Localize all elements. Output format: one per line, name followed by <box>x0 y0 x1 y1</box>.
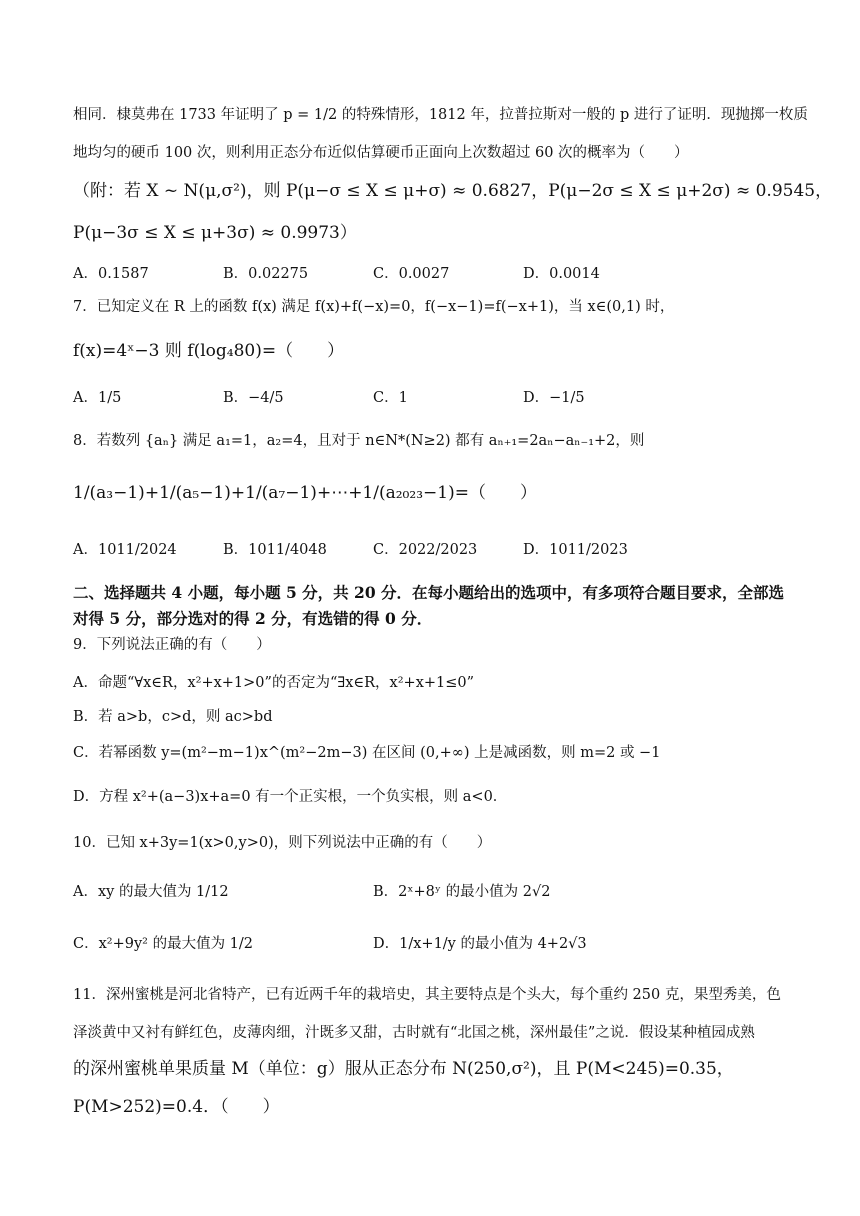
q7-line-2: f(x)=4ˣ−3 则 f(log₄80)=（ ） <box>73 341 345 361</box>
q6-choice-b: B．0.02275 <box>223 266 309 282</box>
q10-option-d: D．1/x+1/y 的最小值为 4+2√3 <box>373 936 587 952</box>
q8-line-2: 1/(a₃−1)+1/(a₅−1)+1/(a₇−1)+⋯+1/(a₂₀₂₃−1)=（ ） <box>73 483 537 503</box>
q7-choice-c: C．1 <box>373 390 408 406</box>
q10-stem: 10．已知 x+3y=1(x>0,y>0)，则下列说法中正确的有（ ） <box>73 835 492 851</box>
q7-choice-a: A．1/5 <box>73 390 122 406</box>
q11-line-1: 11．深州蜜桃是河北省特产，已有近两千年的栽培史，其主要特点是个头大，每个重约 250 克，果型秀美，色 <box>73 987 781 1003</box>
q8-line-1: 8．若数列 {aₙ} 满足 a₁=1，a₂=4，且对于 n∈N*(N≥2) 都有 aₙ₊₁=2aₙ−aₙ₋₁+2，则 <box>73 433 645 449</box>
q7-choices <box>73 386 793 407</box>
q10-option-b: B．2ˣ+8ʸ 的最小值为 2√2 <box>373 884 551 900</box>
q6-choice-c: C．0.0027 <box>373 266 450 282</box>
q6-note-line-1: （附：若 X ~ N(μ,σ²)，则 P(μ−σ ≤ X ≤ μ+σ) ≈ 0.6827，P(μ−2σ ≤ X ≤ μ+2σ) ≈ 0.9545， <box>73 181 833 201</box>
q8-choice-d: D．1011/2023 <box>523 542 628 558</box>
q10-choices-row-1 <box>73 880 793 901</box>
q7-choice-d: D．−1/5 <box>523 390 585 406</box>
q8-choices <box>73 538 793 559</box>
q11-line-3: 的深州蜜桃单果质量 M（单位：g）服从正态分布 N(250,σ²)，且 P(M<245)=0.35， <box>73 1059 734 1079</box>
q6-choice-a: A．0.1587 <box>73 266 149 282</box>
q9-option-a: A．命题“∀x∈R，x²+x+1>0”的否定为“∃x∈R，x²+x+1≤0” <box>73 675 475 691</box>
q6-choices <box>73 262 793 283</box>
q9-option-d: D．方程 x²+(a−3)x+a=0 有一个正实根，一个负实根，则 a<0． <box>73 789 508 805</box>
q7-choice-b: B．−4/5 <box>223 390 284 406</box>
q8-choice-a: A．1011/2024 <box>73 542 177 558</box>
q6-text-line-2: 地均匀的硬币 100 次，则利用正态分布近似估算硬币正面向上次数超过 60 次的概率为（ ） <box>73 145 689 161</box>
q6-choice-d: D．0.0014 <box>523 266 600 282</box>
section-2-heading: 二、选择题共 4 小题，每小题 5 分，共 20 分．在每小题给出的选项中，有多项符合题目要求，全部选对得 5 分，部分选对的得 2 分，有选错的得 0 分． <box>73 583 785 628</box>
q9-option-b: B．若 a>b，c>d，则 ac>bd <box>73 709 273 725</box>
q9-stem: 9．下列说法正确的有（ ） <box>73 637 271 653</box>
q11-line-2: 泽淡黄中又衬有鲜红色，皮薄肉细，汁既多又甜，古时就有“北国之桃，深州最佳”之说．假设某种植园成熟 <box>73 1025 755 1041</box>
q8-choice-b: B．1011/4048 <box>223 542 327 558</box>
q10-option-c: C．x²+9y² 的最大值为 1/2 <box>73 936 254 952</box>
q7-line-1: 7．已知定义在 R 上的函数 f(x) 满足 f(x)+f(−x)=0，f(−x−1)=f(−x+1)，当 x∈(0,1) 时， <box>73 299 675 315</box>
q6-note-line-2: P(μ−3σ ≤ X ≤ μ+3σ) ≈ 0.9973） <box>73 223 357 243</box>
q10-option-a: A．xy 的最大值为 1/12 <box>73 884 229 900</box>
q8-choice-c: C．2022/2023 <box>373 542 478 558</box>
q10-choices-row-2 <box>73 932 793 953</box>
q9-option-c: C．若幂函数 y=(m²−m−1)x^(m²−2m−3) 在区间 (0,+∞) 上是减函数，则 m=2 或 −1 <box>73 745 661 761</box>
q11-line-4: P(M>252)=0.4．（ ） <box>73 1097 280 1117</box>
q6-text-line-1: 相同．棣莫弗在 1733 年证明了 p = 1/2 的特殊情形，1812 年，拉普拉斯对一般的 p 进行了证明．现抛掷一枚质 <box>73 107 808 123</box>
